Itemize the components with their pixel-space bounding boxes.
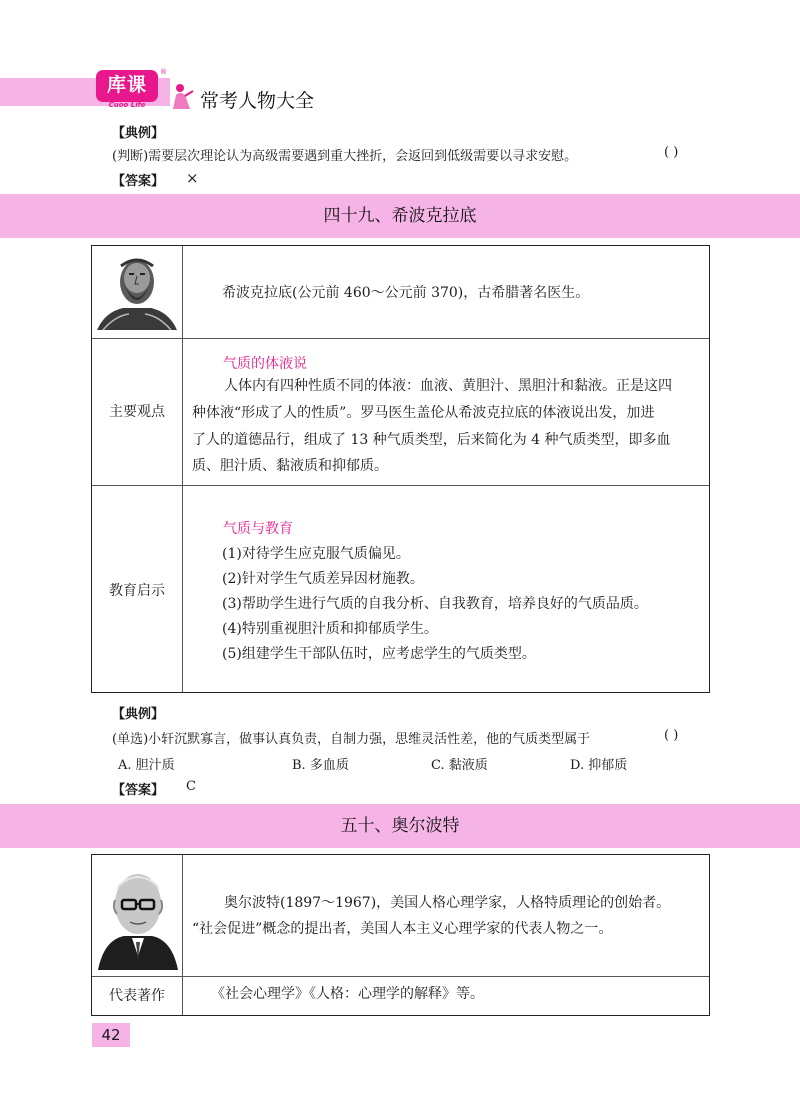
allport-portrait: [98, 860, 178, 970]
example-question: (判断)需要层次理论认为高级需要遇到重大挫折，会返回到低级需要以寻求安慰。: [112, 149, 578, 164]
header-title: 常考人物大全: [200, 90, 315, 112]
answer-bracket: ( ): [664, 728, 679, 743]
table-divider: [182, 246, 183, 692]
example-question: (单选)小轩沉默寡言，做事认真负责，自制力强，思维灵活性差，他的气质类型属于: [112, 732, 591, 747]
main-ideas-line: 种体液“形成了人的性质”。罗马医生盖伦从希波克拉底的体液说出发，加进: [192, 405, 655, 421]
option-b: B. 多血质: [292, 758, 349, 773]
education-item: (5)组建学生干部队伍时，应考虑学生的气质类型。: [222, 646, 536, 662]
row-label-works: 代表著作: [109, 988, 165, 1004]
answer-label: 【答案】: [112, 174, 165, 189]
education-item: (3)帮助学生进行气质的自我分析、自我教育，培养良好的气质品质。: [222, 596, 648, 612]
education-item: (1)对待学生应克服气质偏见。: [222, 546, 410, 562]
table-divider: [92, 485, 709, 486]
table-divider: [92, 338, 709, 339]
table-divider: [92, 976, 709, 977]
example-label: 【典例】: [112, 707, 165, 722]
brand-logo-subtitle: Cuoo Life: [108, 101, 146, 109]
answer-value: ×: [186, 169, 199, 187]
hippocrates-intro: 希波克拉底(公元前 460～公元前 370)，古希腊著名医生。: [222, 285, 590, 301]
row-heading-humor-theory: 气质的体液说: [223, 356, 307, 372]
page-number: 42: [92, 1023, 130, 1047]
brand-logo: 库课: [96, 70, 158, 102]
main-ideas-line: 了人的道德品行，组成了 13 种气质类型，后来简化为 4 种气质类型，即多血: [192, 432, 671, 448]
row-heading-temperament-education: 气质与教育: [223, 521, 293, 537]
answer-bracket: ( ): [664, 145, 679, 160]
person-icon: [168, 82, 196, 110]
education-item: (4)特别重视胆汁质和抑郁质学生。: [222, 621, 438, 637]
allport-intro-line: “社会促进”概念的提出者，美国人本主义心理学家的代表人物之一。: [192, 921, 613, 937]
main-ideas-line: 质、胆汁质、黏液质和抑郁质。: [192, 458, 388, 474]
registered-mark: ®: [160, 68, 167, 76]
section-title: 四十九、希波克拉底: [0, 194, 800, 238]
section-title: 五十、奥尔波特: [0, 804, 800, 848]
table-divider: [182, 855, 183, 1015]
education-item: (2)针对学生气质差异因材施教。: [222, 571, 424, 587]
option-a: A. 胆汁质: [118, 758, 175, 773]
option-c: C. 黏液质: [431, 758, 488, 773]
example-label: 【典例】: [112, 126, 165, 141]
hippocrates-portrait: [95, 252, 179, 330]
main-ideas-line: 人体内有四种性质不同的体液：血液、黄胆汁、黑胆汁和黏液。正是这四: [224, 378, 672, 394]
row-label-main-ideas: 主要观点: [109, 404, 165, 420]
answer-label: 【答案】: [112, 783, 165, 798]
allport-intro-line: 奥尔波特(1897～1967)，美国人格心理学家，人格特质理论的创始者。: [224, 895, 671, 911]
representative-works: 《社会心理学》《人格：心理学的解释》等。: [211, 986, 484, 1002]
row-label-education: 教育启示: [109, 583, 165, 599]
answer-value: C: [186, 779, 196, 794]
option-d: D. 抑郁质: [570, 758, 628, 773]
